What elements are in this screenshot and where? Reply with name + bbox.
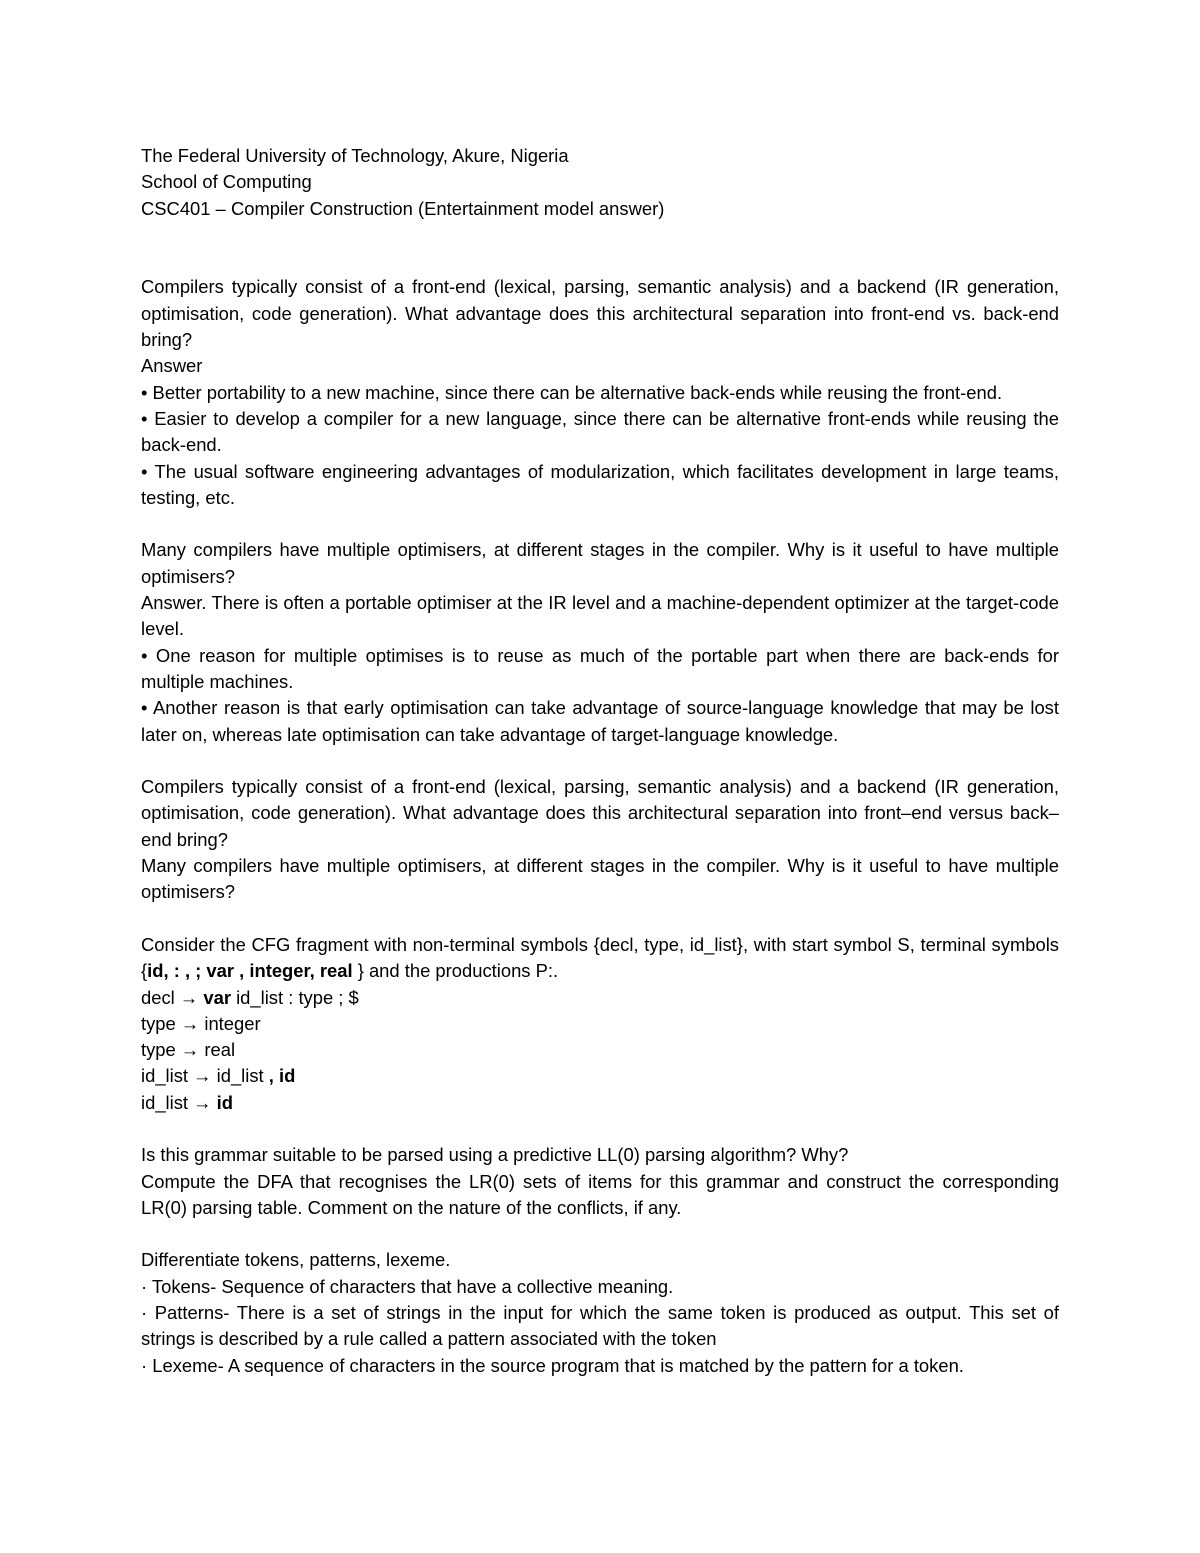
q5-question: Differentiate tokens, patterns, lexeme.	[141, 1249, 451, 1271]
q4-intro-terminals: id, : , ; var , integer, real	[147, 960, 353, 982]
production-4-lhs: id_list → id_list	[141, 1065, 269, 1087]
production-1	[141, 985, 1059, 1011]
production-4	[141, 1063, 1059, 1089]
q2-bullet-1: • One reason for multiple optimises is to reuse as much of the portable part when there are back-ends for multiple machines.	[141, 644, 1059, 692]
q2-bullet-2: • Another reason is that early optimisation can take advantage of source-language knowledge that may be lost later on, whereas late optimisation can take advantage of target-language knowledge.	[141, 697, 1059, 745]
q4-question-b: Compute the DFA that recognises the LR(0) sets of items for this grammar and construct the corresponding LR(0) parsing table. Comment on the nature of the conflicts, if any.	[141, 1170, 1059, 1218]
q4-question-a: Is this grammar suitable to be parsed using a predictive LL(0) parsing algorithm? Why?	[141, 1144, 849, 1166]
spacer	[141, 748, 1059, 774]
q1-bullet-2: • Easier to develop a compiler for a new language, since there can be alternative front-ends while reusing the back-end.	[141, 407, 1059, 456]
q1-question: Compilers typically consist of a front-end (lexical, parsing, semantic analysis) and a backend (IR generation, optimisation, code generation). What advantage does this architectural separation into front-end vs. back-end bring?	[141, 276, 1059, 351]
q5-item-lexeme: · Lexeme- A sequence of characters in the source program that is matched by the pattern for a token.	[141, 1354, 964, 1376]
spacer	[141, 248, 1059, 274]
production-5-lhs: id_list →	[141, 1091, 217, 1113]
spacer	[141, 222, 1059, 248]
q4-intro-text-1: Consider the CFG fragment with non-terminal symbols {decl, type, id_list}, with start symbol S, terminal symbols {	[141, 933, 1059, 982]
q2-question: Many compilers have multiple optimisers, at different stages in the compiler. Why is it useful to have multiple optimisers?	[141, 539, 1059, 587]
q5-item-tokens: · Tokens- Sequence of characters that have a collective meaning.	[141, 1275, 674, 1297]
spacer	[141, 511, 1059, 537]
production-1-lhs: decl →	[141, 986, 204, 1008]
production-1-rhs: id_list : type ; $	[230, 986, 359, 1008]
production-2: type → integer	[141, 1012, 261, 1034]
q1-bullet-1: • Better portability to a new machine, since there can be alternative back-ends while reusing the front-end.	[141, 381, 1003, 403]
spacer	[141, 1221, 1059, 1247]
q3-question-a: Compilers typically consist of a front-end (lexical, parsing, semantic analysis) and a backend (IR generation, optimisation, code generation). What advantage does this architectural separation into front–end versus back–end bring?	[141, 776, 1059, 850]
production-1-keyword: var	[203, 986, 231, 1008]
q1-answer-label: Answer	[141, 355, 203, 377]
production-5	[141, 1090, 1059, 1116]
q4-intro-text-2: } and the productions P:.	[352, 960, 559, 982]
production-5-terminal: id	[216, 1091, 233, 1113]
header-course: CSC401 – Compiler Construction (Entertainment model answer)	[141, 197, 665, 219]
q4-intro	[141, 932, 1059, 985]
header-school: School of Computing	[141, 171, 312, 193]
q3-question-b: Many compilers have multiple optimisers, at different stages in the compiler. Why is it useful to have multiple optimisers?	[141, 855, 1059, 903]
q1-bullet-3: • The usual software engineering advantages of modularization, which facilitates development in large teams, testing, etc.	[141, 460, 1059, 508]
q2-answer: Answer. There is often a portable optimiser at the IR level and a machine-dependent optimizer at the target-code level.	[141, 592, 1059, 640]
production-4-terminal: , id	[268, 1065, 296, 1087]
document-page	[141, 143, 1059, 1379]
header-university: The Federal University of Technology, Akure, Nigeria	[141, 145, 569, 166]
production-3: type → real	[141, 1039, 236, 1061]
spacer	[141, 906, 1059, 932]
spacer	[141, 1116, 1059, 1142]
q5-item-patterns: · Patterns- There is a set of strings in the input for which the same token is produced as output. This set of strings is described by a rule called a pattern associated with the token	[141, 1302, 1059, 1350]
